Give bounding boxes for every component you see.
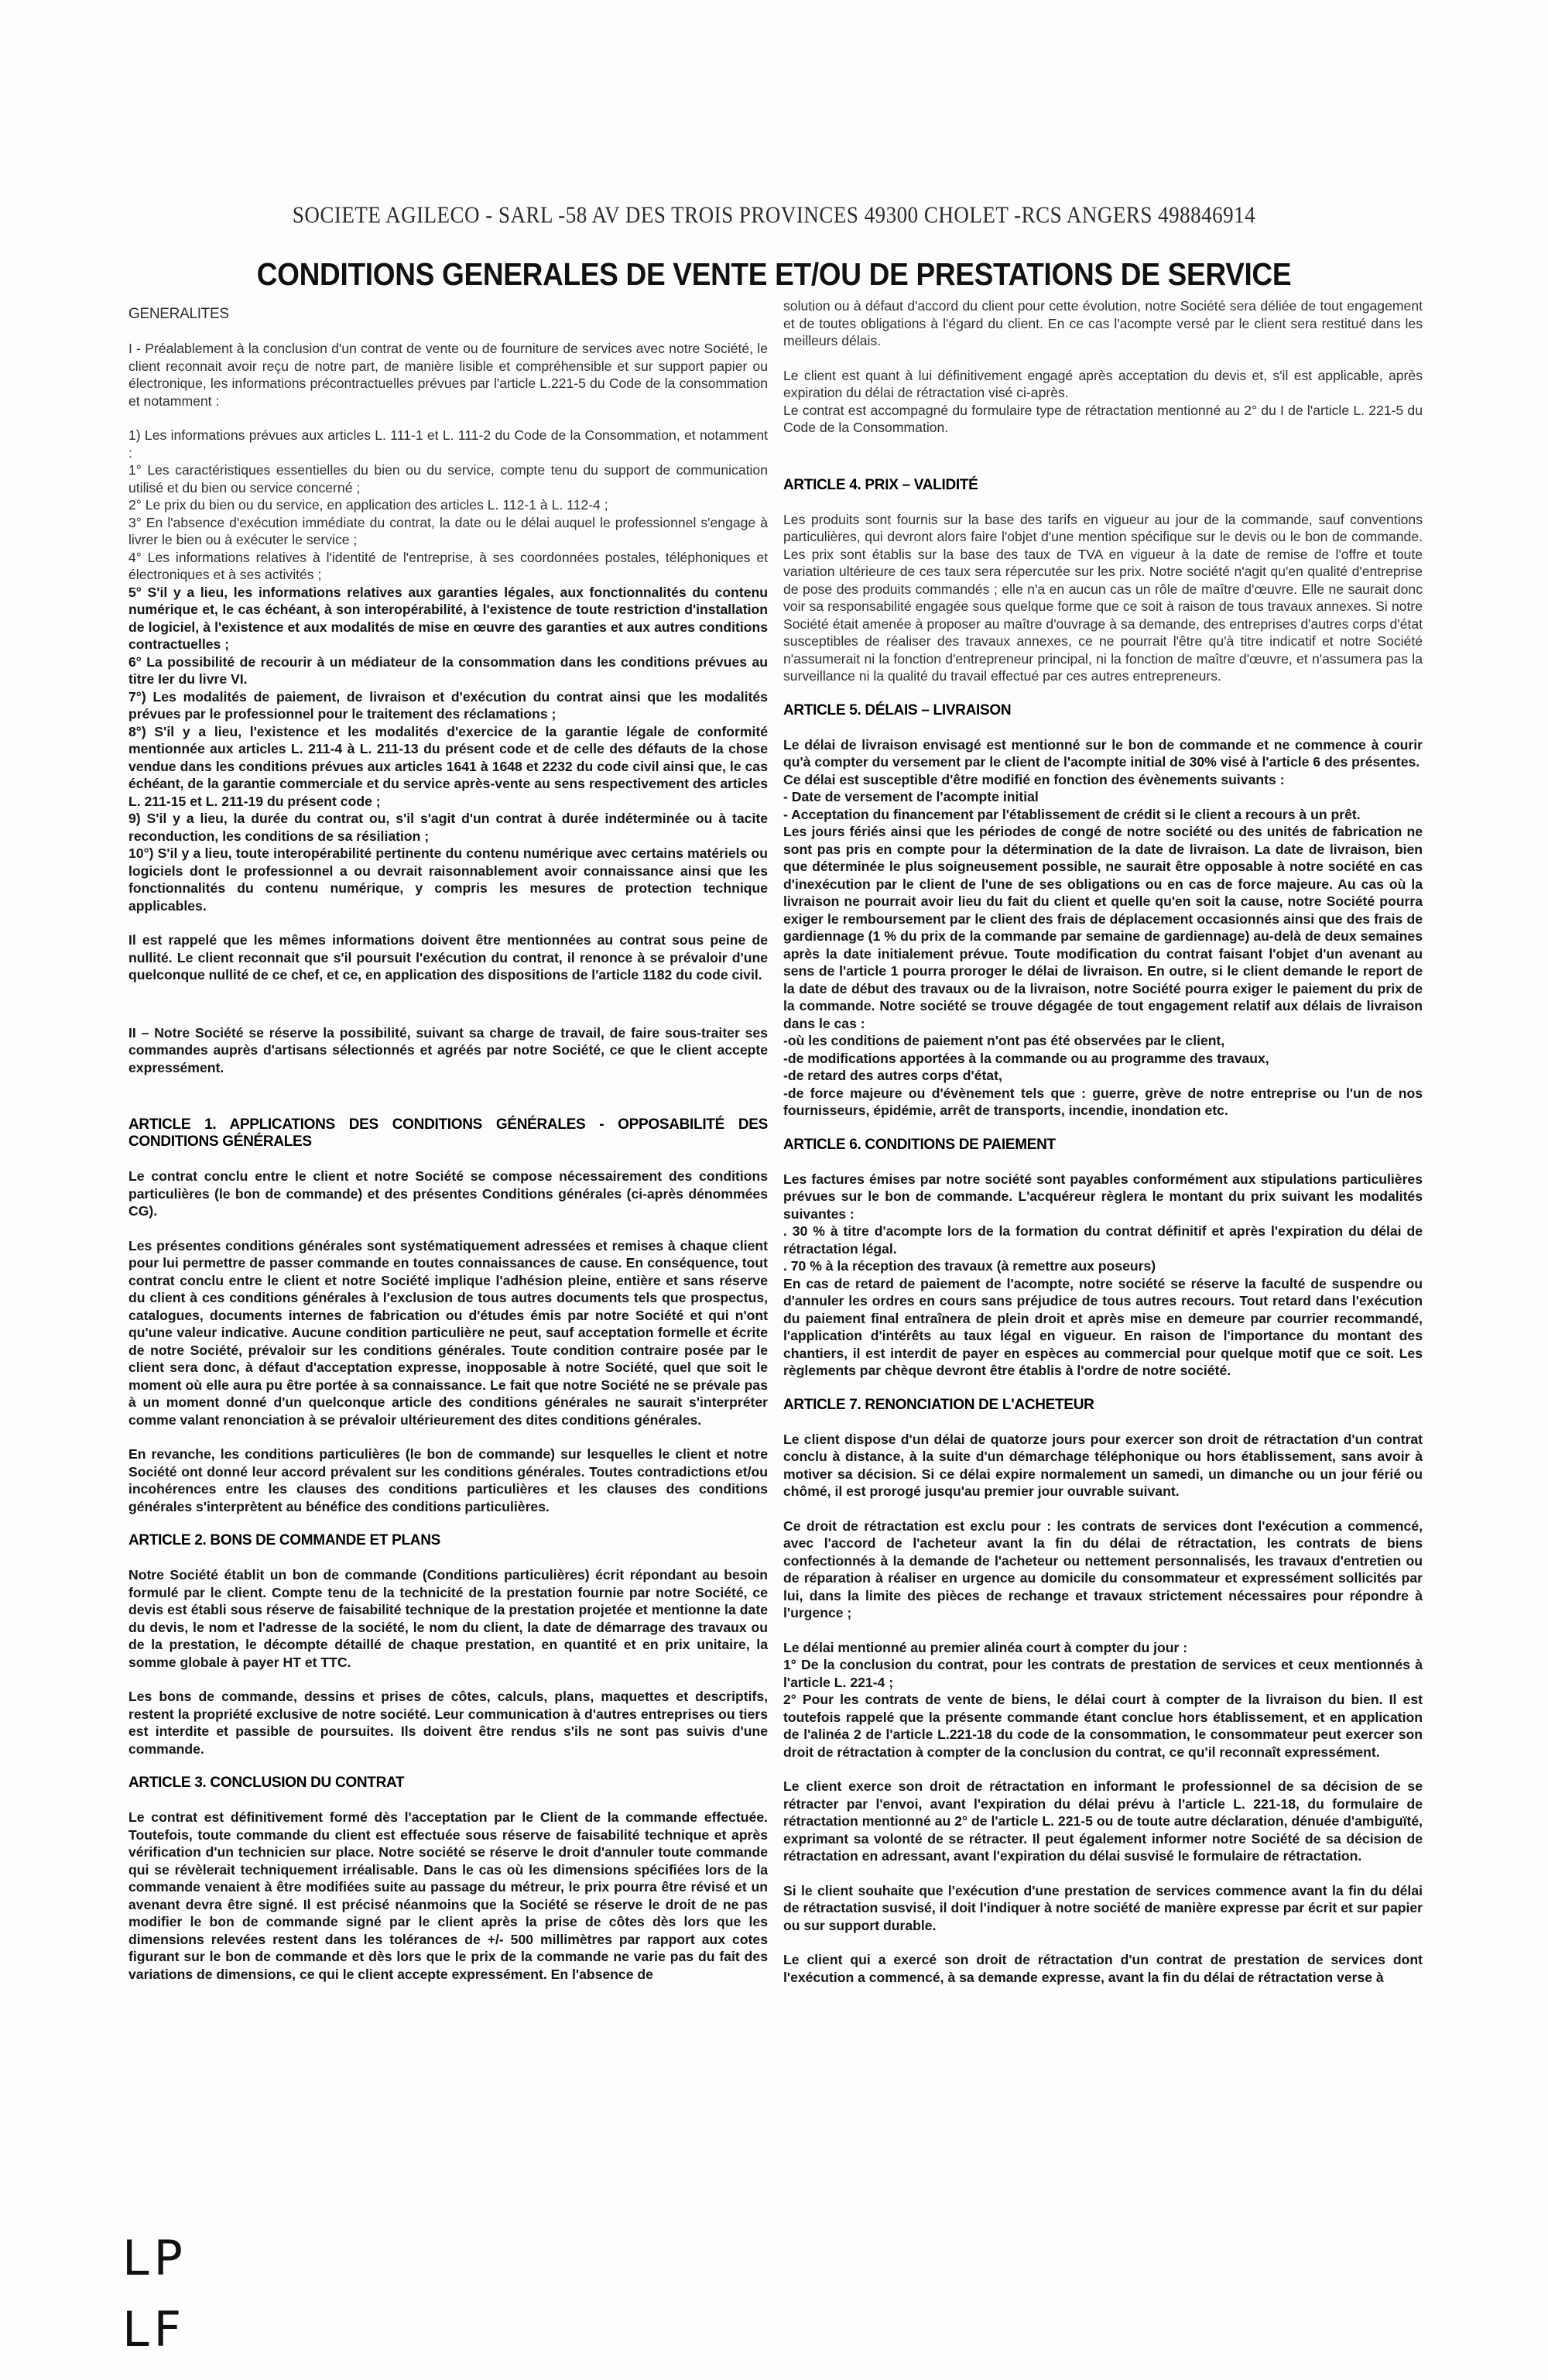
info-item: 2° Le prix du bien ou du service, en application des articles L. 112-1 à L. 112-4 ; [128,497,608,513]
handwritten-initials: LP [122,2230,187,2286]
article-6-line: . 70 % à la réception des travaux (à remettre aux poseurs) [783,1258,1156,1274]
article-4-paragraph: Les produits sont fournis sur la base des tarifs en vigueur au jour de la commande, sauf conventions particulières, qui devront alors faire l'objet d'une mention spécifique sur le devis ou le bon de commande. Les prix sont établis sur la base des taux de TVA en vigueur à la date de remise de l'offre et toute variation ultérieure de ces taux sera répercutée sur les prix. Notre société n'agit qu'en qualité d'entreprise de pose des produits commandés ; elle n'a en aucun cas un rôle de maître d'œuvre. Elle ne saurait donc voir sa responsabilité engagée sous quelque forme que ce soit à raison de tous travaux annexes. Si notre Société était amenée à proposer au maître d'ouvrage à sa demande, des entreprises d'autres corps d'état susceptibles de réaliser des travaux annexes, ce ne pourrait l'être qu'à titre indicatif et notre Société n'assumerait ni la fonction d'entrepreneur principal, ni la fonction de maître d'œuvre, et n'assumera pas la surveillance ni la qualité du travail effectué par ces autres entrepreneurs. [783,511,1423,684]
article-7-paragraph: Le client dispose d'un délai de quatorze jours pour exercer son droit de rétractation d'un contrat conclu à distance, à la suite d'un démarchage téléphonique ou hors établissement, sans avoir à motiver sa décision. Si ce délai expire normalement un samedi, un dimanche ou un jour férié ou chômé, il est prorogé jusqu'au premier jour ouvrable suivant. [783,1431,1423,1499]
article-7-delay-item: 1° De la conclusion du contrat, pour les contrats de prestation de services et ceux mentionnés à l'article L. 221-4 ; [783,1657,1423,1690]
article-2-title: ARTICLE 2. BONS DE COMMANDE ET PLANS [128,1532,440,1548]
article-5-line: -de modifications apportées à la commande ou au programme des travaux, [783,1050,1269,1066]
section-title-generalites: GENERALITES [128,306,229,322]
article-1-paragraph: Le contrat conclu entre le client et notre Société se compose nécessairement des conditions particulières (le bon de commande) et des présentes Conditions générales (ci-après dénommées CG). [128,1168,768,1219]
info-item: 1° Les caractéristiques essentielles du bien ou du service, compte tenu du support de communication utilisé et du bien ou service concerné ; [128,462,768,496]
article-5-line: -de retard des autres corps d'état, [783,1068,1002,1083]
article-5-line: - Acceptation du financement par l'établissement de crédit si le client a recours à un prêt. [783,806,1361,822]
article-7-title: ARTICLE 7. RENONCIATION DE L'ACHETEUR [783,1396,1094,1413]
article-3-continuation: Le contrat est accompagné du formulaire type de rétractation mentionné au 2° du I de l'article L. 221-5 du Code de la Consommation. [783,402,1423,435]
article-5-line: Le délai de livraison envisagé est mentionné sur le bon de commande et ne commence à courir qu'à compter du versement par le client de l'acompte initial de 30% visé à l'article 6 des présentes. [783,736,1423,770]
article-1-paragraph: En revanche, les conditions particulières (le bon de commande) sur lesquelles le client et notre Société ont donné leur accord prévalent sur les conditions générales. Toutes contradictions et/ou incohérences entre les clauses des conditions particulières et les clauses des conditions générales s'interprètent au bénéfice des conditions particulières. [128,1446,768,1514]
article-1-title: ARTICLE 1. APPLICATIONS DES CONDITIONS GÉNÉRALES - OPPOSABILITÉ DES CONDITIONS GÉNÉRALES [128,1116,768,1150]
article-2-paragraph: Les bons de commande, dessins et prises de côtes, calculs, plans, maquettes et descriptifs, restent la propriété exclusive de notre société. Leur communication à d'autres entreprises ou tiers est interdite et passible de poursuites. Ils doivent être rendus s'ils ne sont pas suivis d'une commande. [128,1689,768,1757]
article-7-delay-item: 2° Pour les contrats de vente de biens, le délai court à compter de la livraison du bien. Il est toutefois rappelé que la présente commande étant conclue hors établissement, et en application de l'alinéa 2 de l'article L.221-18 du code de la consommation, le consommateur peut exercer son droit de rétractation à compter de la conclusion du contrat, ce qu'il reconnaît expressément. [783,1692,1423,1760]
info-item: 3° En l'absence d'exécution immédiate du contrat, la date ou le délai auquel le professionnel s'engage à livrer le bien ou à exécuter le service ; [128,514,768,547]
left-column [128,306,768,1983]
nullity-reminder: Il est rappelé que les mêmes informations doivent être mentionnées au contrat sous peine de nullité. Le client reconnait que s'il poursuit l'exécution du contrat, il renonce à se prévaloir d'une quelconque nullité de ce chef, et ce, en application des dispositions de l'article 1182 du code civil. [128,932,768,983]
article-6-title: ARTICLE 6. CONDITIONS DE PAIEMENT [783,1136,1056,1153]
article-7-paragraph: Le client exerce son droit de rétractation en informant le professionnel de sa décision de se rétracter par l'envoi, avant l'expiration du délai prévu à l'article L. 221-18, du formulaire de rétractation mentionné au 2° de l'article L. 221-5 ou de toute autre déclaration, dénuée d'ambiguïté, exprimant sa volonté de se rétracter. Il peut également informer notre Société de sa décision de rétractation en adressant, avant l'expiration du délai susvisé le formulaire de rétractation. [783,1778,1423,1864]
info-item: 8°) S'il y a lieu, l'existence et les modalités d'exercice de la garantie légale de conformité mentionnée aux articles L. 211-4 à L. 211-13 du présent code et de celle des défauts de la chose vendue dans les conditions prévues aux articles 1641 à 1648 et 2232 du code civil ainsi que, le cas échéant, de la garantie commerciale et du service après-vente au sens respectivement des articles L. 211-15 et L. 211-19 du présent code ; [128,723,768,809]
right-column [783,297,1423,1986]
article-7-delay-intro: Le délai mentionné au premier alinéa court à compter du jour : [783,1639,1188,1655]
company-header: SOCIETE AGILECO - SARL -58 AV DES TROIS PROVINCES 49300 CHOLET -RCS ANGERS 498846914 [292,201,1256,228]
article-4-title: ARTICLE 4. PRIX – VALIDITÉ [783,476,978,493]
article-7-paragraph: Ce droit de rétractation est exclu pour : les contrats de services dont l'exécution a commencé, avec l'accord de l'acheteur avant la fin du délai de rétractation, les contrats de biens confectionnés à la demande de l'acheteur ou nettement personnalisés, les travaux d'entretien ou de réparation à réaliser en urgence au domicile du consommateur et expressément sollicités par lui, dans la limite des pièces de rechange et travaux strictement nécessaires pour répondre à l'urgence ; [783,1518,1423,1620]
article-2-paragraph: Notre Société établit un bon de commande (Conditions particulières) écrit répondant au besoin formulé par le client. Compte tenu de la technicité de la prestation fournie par notre Société, ce devis est établi sous réserve de faisabilité technique de la prestation projetée et mentionne la date du devis, le nom et l'adresse de la société, le nom du client, la date de démarrage des travaux ou de la prestation, le décompte détaillé de chaque prestation, en quantité et en prix unitaire, la somme globale à payer HT et TTC. [128,1567,768,1670]
article-3-continuation: solution ou à défaut d'accord du client pour cette évolution, notre Société sera déliée de tout engagement et de toutes obligations à l'égard du client. En ce cas l'acompte versé par le client sera restitué dans les meilleurs délais. [783,298,1423,348]
intro-paragraph-II: II – Notre Société se réserve la possibilité, suivant sa charge de travail, de faire sous-traiter ses commandes auprès d'artisans sélectionnés et agréés par notre Société, ce que le client accepte expressément. [128,1024,768,1075]
article-5-line: -où les conditions de paiement n'ont pas été observées par le client, [783,1033,1225,1048]
article-3-continuation: Le client est quant à lui définitivement engagé après acceptation du devis et, s'il est applicable, après expiration du délai de rétractation visé ci-après. [783,367,1423,400]
info-item: 4° Les informations relatives à l'identité de l'entreprise, à ses coordonnées postales, téléphoniques et électroniques et à ses activités ; [128,549,768,582]
article-3-paragraph: Le contrat est définitivement formé dès l'acceptation par le Client de la commande effectuée. Toutefois, toute commande du client est effectuée sous réserve de faisabilité technique et après vérification d'un technicien sur place. Notre société se réserve le droit d'annuler toute commande qui se révèlerait techniquement irréalisable. Dans le cas où les dimensions spécifiées lors de la commande venaient à être modifiées suite au passage du métreur, le prix pourra être révisé et un avenant devra être signé. Il est précisé néanmoins que la Société se réserve le droit de ne pas modifier le bon de commande signé par le client après la prise de côtes dès lors que les dimensions relevées restent dans les tolérances de +/- 500 millimètres par rapport aux cotes figurant sur le bon de commande et dès lors que le prix de la commande ne varie pas du fait des variations de dimensions, ce qui le client accepte expressément. En l'absence de [128,1809,768,1982]
article-7-paragraph: Si le client souhaite que l'exécution d'une prestation de services commence avant la fin du délai de rétractation susvisé, il doit l'indiquer à notre société de manière expresse par écrit et sur papier ou sur support durable. [783,1882,1423,1933]
info-item: 7°) Les modalités de paiement, de livraison et d'exécution du contrat ainsi que les modalités prévues par le professionnel pour le traitement des réclamations ; [128,688,768,722]
article-5-line: -de force majeure ou d'évènement tels que : guerre, grève de notre entreprise ou l'un de nos fournisseurs, épidémie, arrêt de transports, incendie, inondation etc. [783,1085,1423,1118]
article-6-line: Les factures émises par notre société sont payables conformément aux stipulations particulières prévues sur le bon de commande. L'acquéreur règlera le montant du prix suivant les modalités suivantes : [783,1171,1423,1222]
article-3-title: ARTICLE 3. CONCLUSION DU CONTRAT [128,1775,405,1791]
article-6-line: . 30 % à titre d'acompte lors de la formation du contrat définitif et après l'expiration du délai de rétractation légal. [783,1223,1423,1257]
info-item: 10°) S'il y a lieu, toute interopérabilité pertinente du contenu numérique avec certains matériels ou logiciels dont le professionnel a ou devrait raisonnablement avoir connaissance ainsi que les fonctionnalités du contenu numérique, y compris les mesures de protection technique applicables. [128,845,768,914]
info-item: 6° La possibilité de recourir à un médiateur de la consommation dans les conditions prévues au titre Ier du livre VI. [128,653,768,687]
info-intro: 1) Les informations prévues aux articles L. 111-1 et L. 111-2 du Code de la Consommation, et notamment : [128,427,768,461]
info-item: 5° S'il y a lieu, les informations relatives aux garanties légales, aux fonctionnalités du contenu numérique et, le cas échéant, à son interopérabilité, à l'existence de toute restriction d'installation de logiciel, à l'existence et aux modalités de mise en œuvre des garanties et aux autres conditions contractuelles ; [128,584,768,652]
article-7-paragraph: Le client qui a exercé son droit de rétractation d'un contrat de prestation de services dont l'exécution a commencé, à sa demande expresse, avant la fin du délai de rétractation verse à [783,1952,1423,1985]
article-5-line: Ce délai est susceptible d'être modifié en fonction des évènements suivants : [783,771,1285,787]
article-5-title: ARTICLE 5. DÉLAIS – LIVRAISON [783,701,1012,718]
article-1-paragraph: Les présentes conditions générales sont systématiquement adressées et remises à chaque client pour lui permettre de passer commande en toutes connaissances de cause. En conséquence, tout contrat conclu entre le client et notre Société implique l'adhésion pleine, entière et sans réserve du client à ces conditions générales à l'exclusion de tous autres documents tels que prospectus, catalogues, documents internes de fabrication ou d'études émis par notre Société et qui n'ont qu'une valeur indicative. Aucune condition particulière ne peut, sauf acceptation formelle et écrite de notre Société, prévaloir sur les conditions générales. Toute condition contraire posée par le client sera donc, à défaut d'acceptation expresse, inopposable à notre Société, quel que soit le moment où elle aura pu être portée à sa connaissance. Le fait que notre Société ne se prévale pas à un moment donné d'un quelconque article des conditions générales ne saurait s'interpréter comme valant renonciation à se prévaloir ultérieurement des dites conditions générales. [128,1237,768,1428]
intro-paragraph-I: I - Préalablement à la conclusion d'un contrat de vente ou de fourniture de services avec notre Société, le client reconnait avoir reçu de notre part, de manière lisible et compréhensible et sur support papier ou électronique, les informations précontractuelles prévues par l'article L.221-5 du Code de la consommation et notamment : [128,341,768,409]
info-item: 9) S'il y a lieu, la durée du contrat ou, s'il s'agit d'un contrat à durée indéterminée ou à tacite reconduction, les conditions de sa résiliation ; [128,811,768,844]
article-5-line: - Date de versement de l'acompte initial [783,789,1039,804]
article-6-line: En cas de retard de paiement de l'acompte, notre société se réserve la faculté de suspendre ou d'annuler les ordres en cours sans préjudice de tous autres recours. Tout retard dans l'exécution du paiement final entraînera de plein droit et après mise en demeure par courrier recommandé, l'application d'intérêts au taux légal en vigueur. En raison de l'importance du montant des chantiers, il est interdit de payer en espèces au commercial pour quelque motif que ce soit. Les règlements par chèque devront être établis à l'ordre de notre société. [783,1275,1423,1378]
article-5-line: Les jours fériés ainsi que les périodes de congé de notre société ou des unités de fabrication ne sont pas pris en compte pour la détermination de la date de livraison. La date de livraison, bien que déterminée le plus soigneusement possible, ne saurait être opposable à notre société en cas d'inexécution par le client de l'une de ses obligations ou en cas de force majeure. Au cas où la livraison ne pourrait avoir lieu du fait du client et quelle qu'en soit la cause, notre Société pourra exiger le remboursement par le client des frais de déplacement occasionnés ainsi que des frais de gardiennage (1 % du prix de la commande par semaine de gardiennage) au-delà de deux semaines après la date initialement prévue. Toute modification du contrat faisant l'objet d'un avenant au sens de l'article 1 pourra proroger le délai de livraison. En outre, si le client demande le report de la date de début des travaux ou de la livraison, notre Société pourra exiger le paiement du prix de la commande. Notre société se trouve dégagée de tout engagement relatif aux délais de livraison dans le cas : [783,824,1423,1031]
document-title: CONDITIONS GENERALES DE VENTE ET/OU DE PRESTATIONS DE SERVICE [256,256,1292,292]
handwritten-initials: LF [122,2301,187,2358]
